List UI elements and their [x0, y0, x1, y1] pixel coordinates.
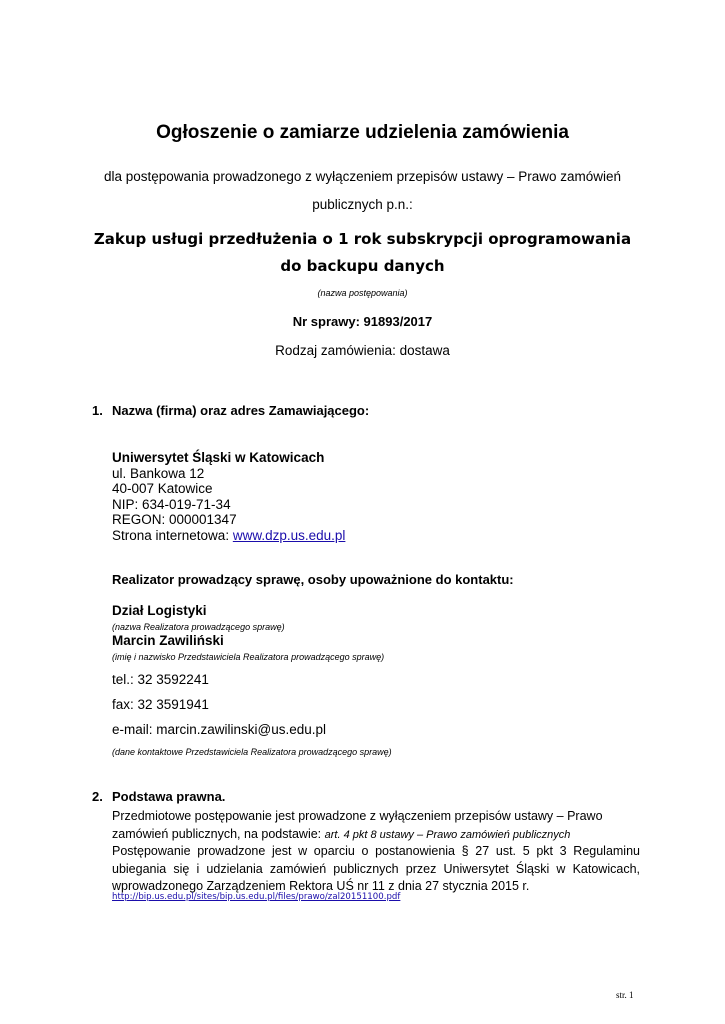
procurement-name-note: (nazwa postępowania)	[317, 288, 408, 298]
city: 40-007 Katowice	[112, 481, 213, 497]
regon: REGON: 000001347	[112, 512, 237, 528]
department-name: Dział Logistyki	[112, 603, 207, 618]
procurement-name	[0, 226, 725, 280]
department-note: (nazwa Realizatora prowadzącego sprawę)	[112, 622, 285, 632]
legal-basis-citation: art. 4 pkt 8 ustawy – Prawo zamówień publicznych	[324, 828, 571, 841]
procurement-name-line-2: do backupu danych	[280, 257, 445, 275]
legal-basis-text: Przedmiotowe postępowanie jest prowadzone z wyłączeniem przepisów ustawy – Prawo zamówień publicznych, na podstawie:	[112, 809, 603, 841]
page-number: str. 1	[616, 990, 634, 1000]
person-name: Marcin Zawiliński	[112, 633, 224, 648]
case-number: Nr sprawy: 91893/2017	[292, 314, 433, 329]
website-label: Strona internetowa:	[112, 527, 233, 543]
nip: NIP: 634-019-71-34	[112, 496, 231, 512]
phone: tel.: 32 3592241	[112, 672, 209, 687]
regulation-paragraph: Postępowanie prowadzone jest w oparciu o postanowienia § 27 ust. 5 pkt 3 Regulaminu ubiegania się i udzielania zamówień publicznych przez Uniwersytet Śląski w Katowicach, wprowadzonego Zarządzeniem Rektora UŚ nr 11 z dnia 27 stycznia 2015 r.	[112, 844, 640, 894]
fax: fax: 32 3591941	[112, 697, 209, 712]
website	[112, 528, 345, 544]
contact-heading: Realizator prowadzący sprawę, osoby upoważnione do kontaktu:	[112, 572, 514, 587]
person-note: (imię i nazwisko Przedstawiciela Realizatora prowadzącego sprawę)	[112, 652, 385, 662]
contracting-authority-address	[112, 450, 345, 544]
subtitle: dla postępowania prowadzonego z wyłączeniem przepisów ustawy – Prawo zamówień publicznych p.n.:	[103, 169, 622, 212]
regulation-link[interactable]: http://bip.us.edu.pl/sites/bip.us.edu.pl/files/prawo/zal20151100.pdf	[112, 892, 401, 902]
page-title: Ogłoszenie o zamiarze udzielenia zamówienia	[156, 122, 569, 143]
section-1-title: Nazwa (firma) oraz adres Zamawiającego:	[112, 403, 370, 418]
section-2-title: Podstawa prawna.	[112, 789, 226, 804]
website-link[interactable]: www.dzp.us.edu.pl	[232, 527, 346, 543]
order-type: Rodzaj zamówienia: dostawa	[275, 343, 450, 358]
contact-note: (dane kontaktowe Przedstawiciela Realizatora prowadzącego sprawę)	[112, 747, 392, 757]
section-1-number: 1.	[92, 403, 103, 418]
legal-basis-paragraph	[112, 808, 640, 844]
email: e-mail: marcin.zawilinski@us.edu.pl	[112, 722, 327, 737]
org-name: Uniwersytet Śląski w Katowicach	[112, 450, 325, 465]
street: ul. Bankowa 12	[112, 465, 205, 481]
procurement-name-line-1: Zakup usługi przedłużenia o 1 rok subskrypcji oprogramowania	[93, 230, 632, 248]
section-2-number: 2.	[92, 789, 103, 804]
